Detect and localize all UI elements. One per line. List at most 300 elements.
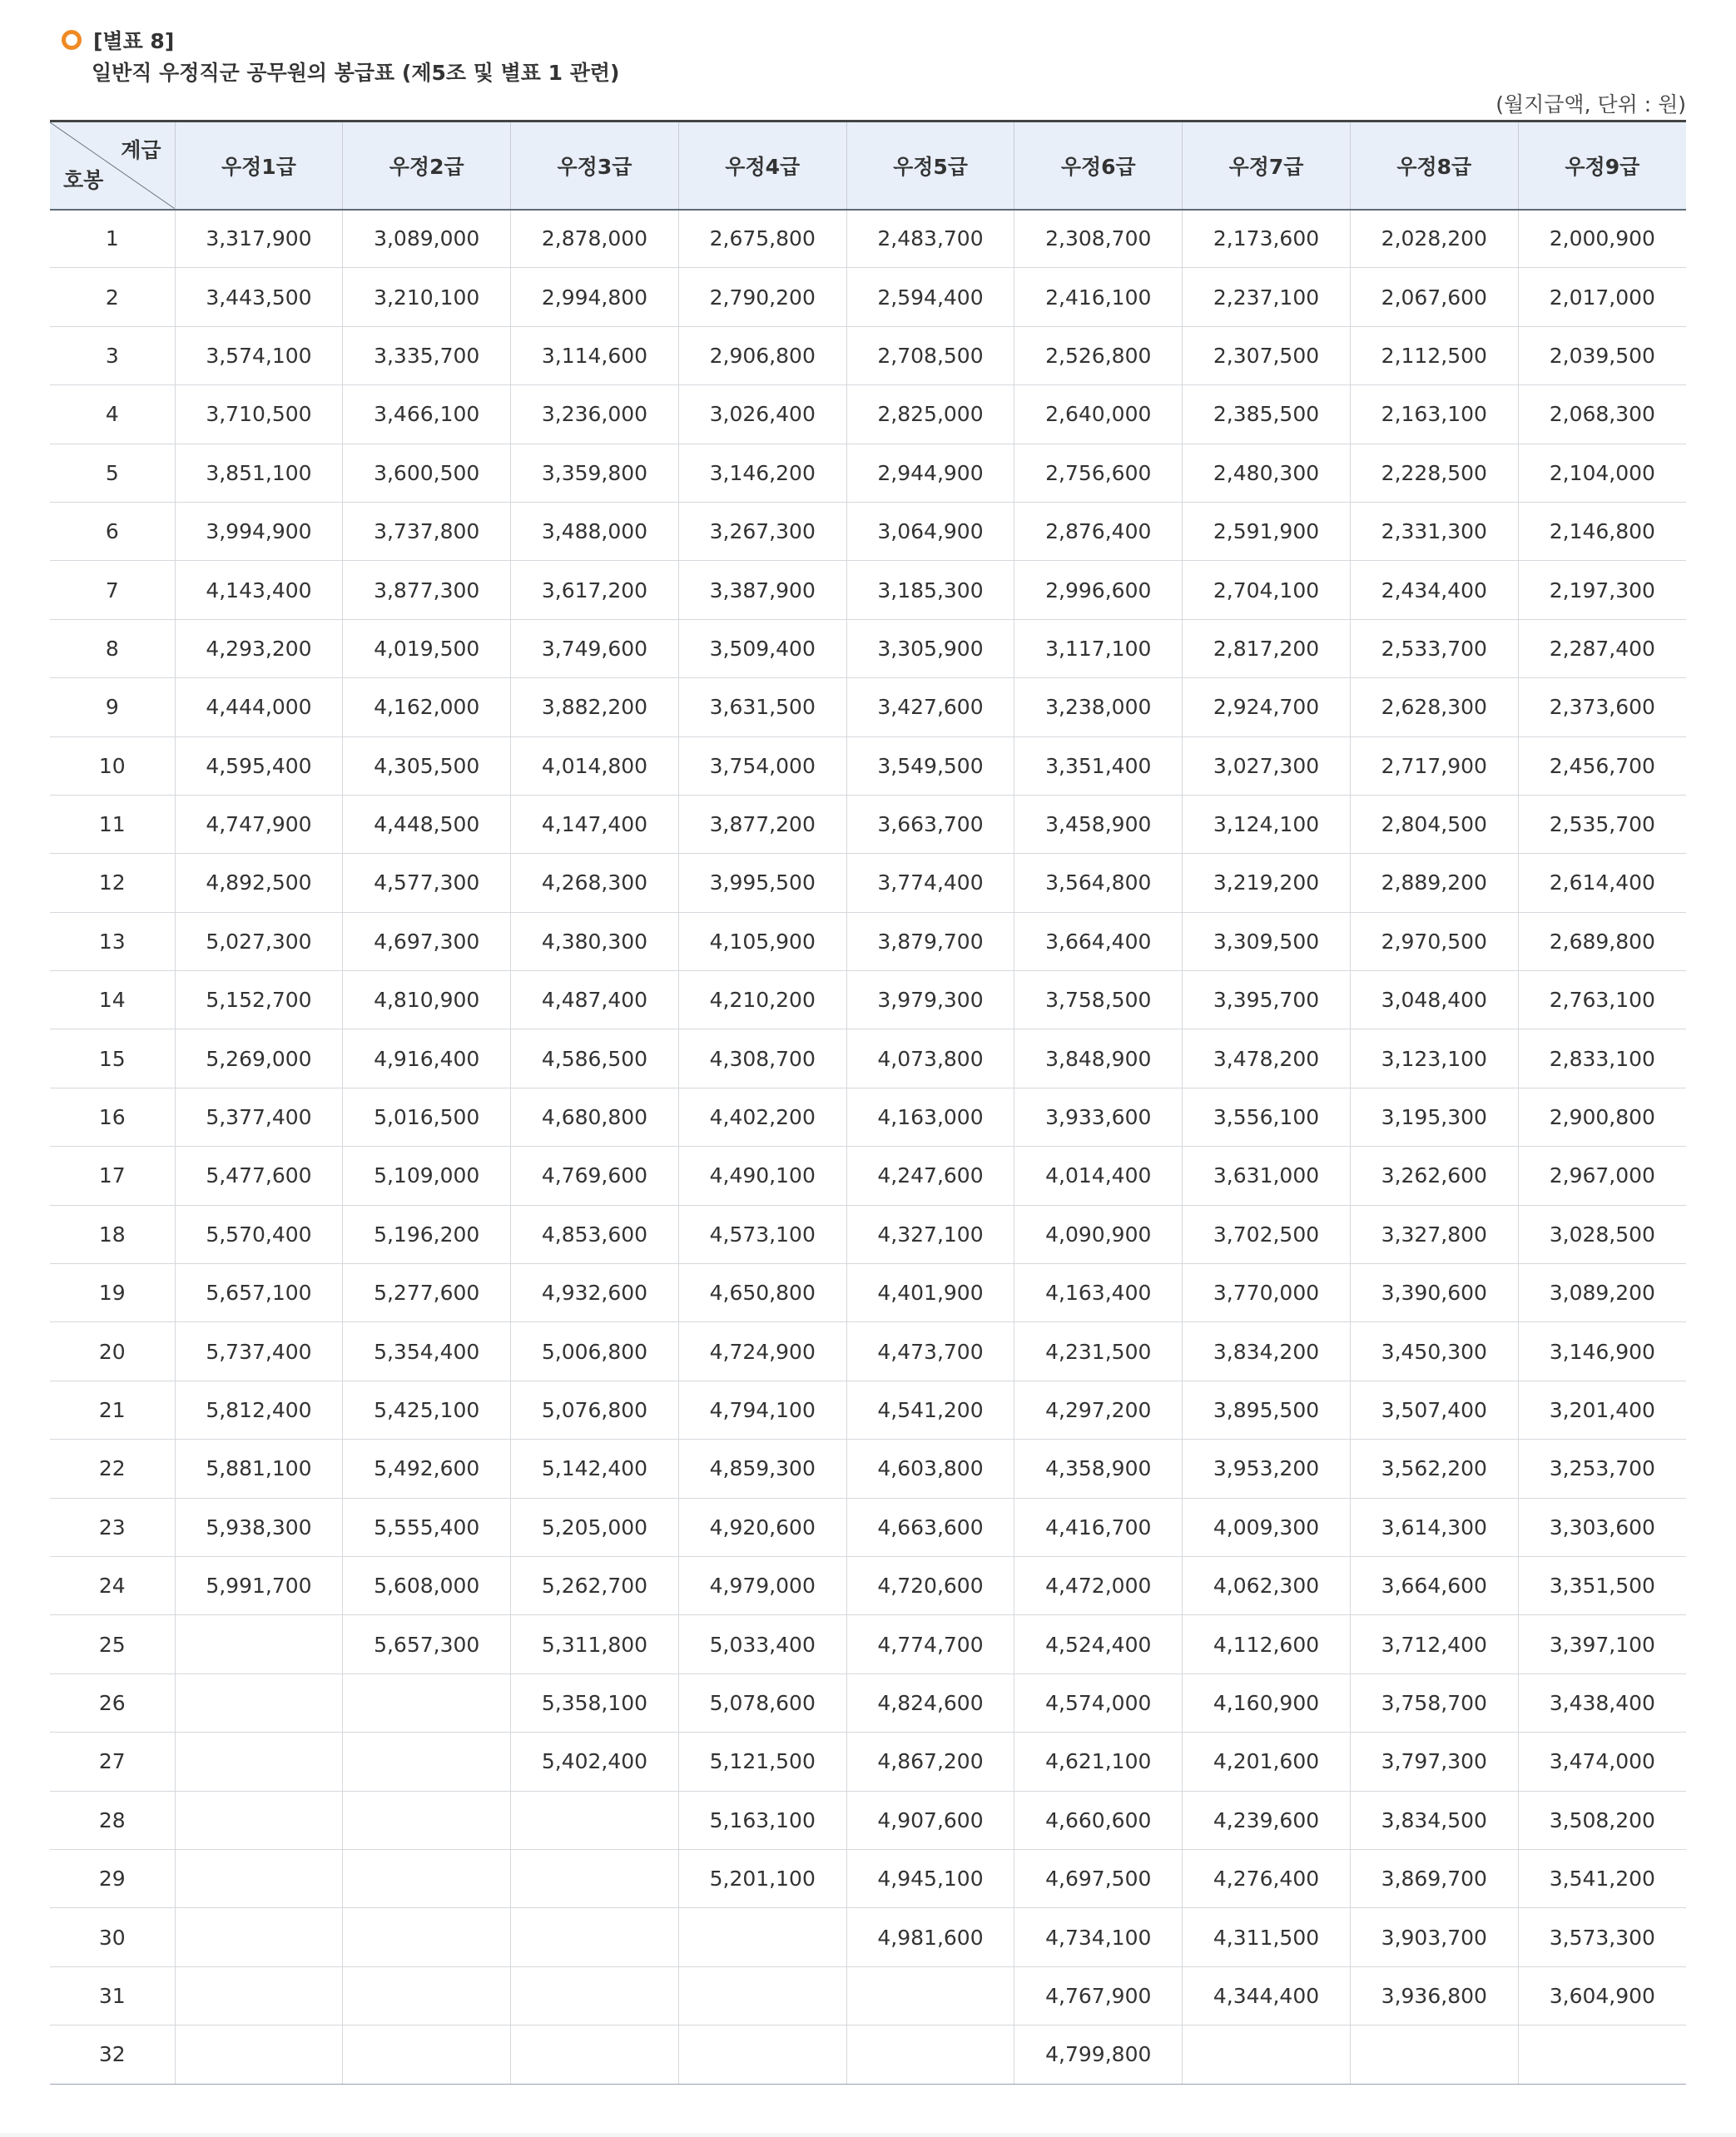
- step-label: 호봉: [63, 167, 104, 192]
- salary-cell: 4,344,400: [1183, 1966, 1351, 2025]
- step-cell: 16: [50, 1088, 175, 1146]
- step-cell: 25: [50, 1615, 175, 1673]
- table-row: [50, 854, 1686, 912]
- title-block: [63, 25, 619, 88]
- salary-cell: 4,892,500: [175, 854, 343, 912]
- salary-cell: 3,327,800: [1350, 1205, 1518, 1263]
- table-row: [50, 971, 1686, 1029]
- step-cell: 5: [50, 444, 175, 502]
- salary-cell: 3,508,200: [1518, 1791, 1686, 1849]
- salary-cell: 4,586,500: [511, 1029, 679, 1088]
- table-row: [50, 1849, 1686, 1907]
- salary-cell: 2,028,200: [1350, 210, 1518, 268]
- salary-cell: 3,877,300: [343, 561, 511, 619]
- salary-cell: 2,307,500: [1183, 326, 1351, 384]
- step-cell: 19: [50, 1264, 175, 1322]
- salary-cell: [175, 1673, 343, 1732]
- salary-cell: 3,305,900: [846, 619, 1014, 677]
- salary-cell: 3,604,900: [1518, 1966, 1686, 2025]
- salary-cell: 5,354,400: [343, 1322, 511, 1381]
- salary-cell: 3,309,500: [1183, 912, 1351, 970]
- salary-cell: 2,535,700: [1518, 795, 1686, 853]
- table-row: [50, 619, 1686, 677]
- salary-cell: 2,308,700: [1014, 210, 1183, 268]
- salary-cell: [1518, 2025, 1686, 2084]
- salary-cell: [511, 1966, 679, 2025]
- step-cell: 7: [50, 561, 175, 619]
- salary-cell: 4,907,600: [846, 1791, 1014, 1849]
- salary-cell: 4,160,900: [1183, 1673, 1351, 1732]
- salary-cell: 5,570,400: [175, 1205, 343, 1263]
- salary-cell: 4,945,100: [846, 1849, 1014, 1907]
- table-row: [50, 326, 1686, 384]
- table-row: [50, 678, 1686, 736]
- salary-cell: 4,472,000: [1014, 1556, 1183, 1614]
- step-cell: 27: [50, 1733, 175, 1791]
- salary-cell: 2,967,000: [1518, 1147, 1686, 1205]
- step-cell: 20: [50, 1322, 175, 1381]
- col-header: 우정7급: [1183, 121, 1351, 210]
- salary-cell: 2,994,800: [511, 268, 679, 326]
- salary-cell: [175, 2025, 343, 2084]
- salary-cell: 3,631,000: [1183, 1147, 1351, 1205]
- step-cell: 1: [50, 210, 175, 268]
- salary-cell: 2,614,400: [1518, 854, 1686, 912]
- salary-cell: 2,591,900: [1183, 502, 1351, 560]
- salary-cell: 3,395,700: [1183, 971, 1351, 1029]
- salary-cell: 4,769,600: [511, 1147, 679, 1205]
- salary-cell: 5,196,200: [343, 1205, 511, 1263]
- salary-cell: 5,737,400: [175, 1322, 343, 1381]
- salary-cell: 2,068,300: [1518, 385, 1686, 444]
- salary-cell: 4,810,900: [343, 971, 511, 1029]
- salary-cell: 5,201,100: [678, 1849, 846, 1907]
- salary-cell: 3,663,700: [846, 795, 1014, 853]
- salary-cell: 3,995,500: [678, 854, 846, 912]
- salary-cell: 2,825,000: [846, 385, 1014, 444]
- salary-cell: 2,763,100: [1518, 971, 1686, 1029]
- salary-cell: 3,267,300: [678, 502, 846, 560]
- salary-cell: 4,697,300: [343, 912, 511, 970]
- salary-cell: 2,900,800: [1518, 1088, 1686, 1146]
- salary-cell: 3,201,400: [1518, 1381, 1686, 1439]
- salary-cell: 3,146,900: [1518, 1322, 1686, 1381]
- salary-cell: 3,123,100: [1350, 1029, 1518, 1088]
- salary-cell: 2,385,500: [1183, 385, 1351, 444]
- salary-cell: 3,933,600: [1014, 1088, 1183, 1146]
- salary-cell: 4,268,300: [511, 854, 679, 912]
- salary-cell: 4,747,900: [175, 795, 343, 853]
- unit-note: (월지급액, 단위 : 원): [1495, 92, 1686, 117]
- salary-cell: 5,016,500: [343, 1088, 511, 1146]
- table-row: [50, 795, 1686, 853]
- step-cell: 31: [50, 1966, 175, 2025]
- step-cell: 18: [50, 1205, 175, 1263]
- salary-cell: 2,104,000: [1518, 444, 1686, 502]
- salary-cell: 3,114,600: [511, 326, 679, 384]
- salary-cell: 2,533,700: [1350, 619, 1518, 677]
- salary-cell: 5,358,100: [511, 1673, 679, 1732]
- salary-cell: 4,660,600: [1014, 1791, 1183, 1849]
- step-cell: 10: [50, 736, 175, 795]
- salary-cell: 4,720,600: [846, 1556, 1014, 1614]
- table-row: [50, 444, 1686, 502]
- salary-cell: 5,881,100: [175, 1440, 343, 1498]
- salary-cell: 5,109,000: [343, 1147, 511, 1205]
- salary-cell: [511, 1849, 679, 1907]
- salary-cell: 4,014,400: [1014, 1147, 1183, 1205]
- salary-cell: 3,600,500: [343, 444, 511, 502]
- step-cell: 15: [50, 1029, 175, 1088]
- salary-cell: 2,817,200: [1183, 619, 1351, 677]
- table-row: [50, 912, 1686, 970]
- salary-cell: 2,756,600: [1014, 444, 1183, 502]
- salary-cell: 2,906,800: [678, 326, 846, 384]
- salary-cell: 3,770,000: [1183, 1264, 1351, 1322]
- table-row: [50, 1029, 1686, 1088]
- salary-cell: 4,473,700: [846, 1322, 1014, 1381]
- salary-cell: 3,359,800: [511, 444, 679, 502]
- salary-cell: 4,524,400: [1014, 1615, 1183, 1673]
- salary-cell: [175, 1791, 343, 1849]
- salary-cell: 3,219,200: [1183, 854, 1351, 912]
- salary-cell: 3,834,500: [1350, 1791, 1518, 1849]
- salary-cell: 4,774,700: [846, 1615, 1014, 1673]
- salary-cell: 3,210,100: [343, 268, 511, 326]
- step-cell: 12: [50, 854, 175, 912]
- salary-cell: 4,019,500: [343, 619, 511, 677]
- grade-label: 계급: [121, 138, 161, 162]
- salary-cell: 2,146,800: [1518, 502, 1686, 560]
- salary-cell: 3,390,600: [1350, 1264, 1518, 1322]
- salary-cell: 4,014,800: [511, 736, 679, 795]
- salary-cell: [175, 1908, 343, 1966]
- salary-cell: [846, 1966, 1014, 2025]
- bullet-circle-icon: [62, 30, 82, 50]
- salary-cell: [343, 1673, 511, 1732]
- salary-cell: 4,062,300: [1183, 1556, 1351, 1614]
- salary-cell: 3,614,300: [1350, 1498, 1518, 1556]
- salary-cell: 2,628,300: [1350, 678, 1518, 736]
- salary-cell: 3,834,200: [1183, 1322, 1351, 1381]
- salary-cell: 5,269,000: [175, 1029, 343, 1088]
- salary-cell: 4,143,400: [175, 561, 343, 619]
- salary-cell: 4,650,800: [678, 1264, 846, 1322]
- table-row: [50, 1205, 1686, 1263]
- salary-cell: 4,916,400: [343, 1029, 511, 1088]
- table-row: [50, 1381, 1686, 1439]
- salary-cell: 4,327,100: [846, 1205, 1014, 1263]
- salary-cell: 4,276,400: [1183, 1849, 1351, 1907]
- salary-cell: 3,664,600: [1350, 1556, 1518, 1614]
- step-cell: 2: [50, 268, 175, 326]
- salary-cell: 3,936,800: [1350, 1966, 1518, 2025]
- salary-cell: 2,594,400: [846, 268, 1014, 326]
- salary-cell: 3,541,200: [1518, 1849, 1686, 1907]
- salary-cell: 2,924,700: [1183, 678, 1351, 736]
- salary-cell: 3,564,800: [1014, 854, 1183, 912]
- step-cell: 28: [50, 1791, 175, 1849]
- salary-cell: 4,794,100: [678, 1381, 846, 1439]
- header-row: [50, 121, 1686, 210]
- salary-cell: 4,932,600: [511, 1264, 679, 1322]
- salary-cell: 2,039,500: [1518, 326, 1686, 384]
- salary-cell: 2,017,000: [1518, 268, 1686, 326]
- step-cell: 9: [50, 678, 175, 736]
- salary-cell: 3,124,100: [1183, 795, 1351, 853]
- step-cell: 30: [50, 1908, 175, 1966]
- table-row: [50, 1322, 1686, 1381]
- salary-cell: 4,603,800: [846, 1440, 1014, 1498]
- salary-cell: 4,009,300: [1183, 1498, 1351, 1556]
- salary-cell: 4,308,700: [678, 1029, 846, 1088]
- step-cell: 14: [50, 971, 175, 1029]
- table-row: [50, 1908, 1686, 1966]
- salary-cell: 5,311,800: [511, 1615, 679, 1673]
- table-row: [50, 736, 1686, 795]
- step-cell: 22: [50, 1440, 175, 1498]
- salary-cell: 5,142,400: [511, 1440, 679, 1498]
- table-row: [50, 1440, 1686, 1498]
- salary-cell: [1350, 2025, 1518, 2084]
- salary-cell: 3,702,500: [1183, 1205, 1351, 1263]
- salary-cell: 4,574,000: [1014, 1673, 1183, 1732]
- col-header: 우정8급: [1350, 121, 1518, 210]
- salary-cell: 3,895,500: [1183, 1381, 1351, 1439]
- step-cell: 29: [50, 1849, 175, 1907]
- salary-cell: 3,117,100: [1014, 619, 1183, 677]
- col-header: 우정5급: [846, 121, 1014, 210]
- salary-cell: 5,076,800: [511, 1381, 679, 1439]
- salary-cell: 4,402,200: [678, 1088, 846, 1146]
- salary-cell: 3,262,600: [1350, 1147, 1518, 1205]
- salary-cell: [1183, 2025, 1351, 2084]
- salary-cell: 5,492,600: [343, 1440, 511, 1498]
- col-header: 우정9급: [1518, 121, 1686, 210]
- table-row: [50, 1615, 1686, 1673]
- salary-cell: 4,073,800: [846, 1029, 1014, 1088]
- table-row: [50, 1966, 1686, 2025]
- salary-cell: 2,526,800: [1014, 326, 1183, 384]
- salary-cell: 2,717,900: [1350, 736, 1518, 795]
- salary-cell: 3,712,400: [1350, 1615, 1518, 1673]
- table-row: [50, 1264, 1686, 1322]
- salary-cell: 4,981,600: [846, 1908, 1014, 1966]
- salary-cell: 4,799,800: [1014, 2025, 1183, 2084]
- salary-cell: 3,089,000: [343, 210, 511, 268]
- salary-cell: 3,064,900: [846, 502, 1014, 560]
- salary-cell: 5,377,400: [175, 1088, 343, 1146]
- table-row: [50, 1733, 1686, 1791]
- step-cell: 3: [50, 326, 175, 384]
- salary-cell: 5,555,400: [343, 1498, 511, 1556]
- salary-cell: 4,105,900: [678, 912, 846, 970]
- salary-cell: 4,163,000: [846, 1088, 1014, 1146]
- salary-cell: [343, 1849, 511, 1907]
- salary-cell: 4,401,900: [846, 1264, 1014, 1322]
- salary-cell: 2,373,600: [1518, 678, 1686, 736]
- salary-cell: 3,631,500: [678, 678, 846, 736]
- salary-cell: 3,848,900: [1014, 1029, 1183, 1088]
- salary-cell: 4,444,000: [175, 678, 343, 736]
- salary-cell: 3,478,200: [1183, 1029, 1351, 1088]
- table-row: [50, 2025, 1686, 2084]
- salary-cell: 4,621,100: [1014, 1733, 1183, 1791]
- salary-cell: 3,879,700: [846, 912, 1014, 970]
- salary-cell: 2,112,500: [1350, 326, 1518, 384]
- step-cell: 21: [50, 1381, 175, 1439]
- salary-cell: 3,397,100: [1518, 1615, 1686, 1673]
- salary-cell: 4,305,500: [343, 736, 511, 795]
- salary-cell: 3,556,100: [1183, 1088, 1351, 1146]
- salary-cell: 3,549,500: [846, 736, 1014, 795]
- salary-cell: 5,027,300: [175, 912, 343, 970]
- salary-cell: 2,689,800: [1518, 912, 1686, 970]
- salary-cell: [343, 1966, 511, 2025]
- salary-cell: 3,754,000: [678, 736, 846, 795]
- salary-cell: 2,996,600: [1014, 561, 1183, 619]
- salary-cell: 2,434,400: [1350, 561, 1518, 619]
- corner-header: [50, 121, 175, 210]
- salary-cell: 2,331,300: [1350, 502, 1518, 560]
- salary-cell: 4,541,200: [846, 1381, 1014, 1439]
- salary-cell: 3,303,600: [1518, 1498, 1686, 1556]
- salary-cell: 4,231,500: [1014, 1322, 1183, 1381]
- salary-cell: 3,869,700: [1350, 1849, 1518, 1907]
- salary-cell: 3,238,000: [1014, 678, 1183, 736]
- salary-cell: 2,287,400: [1518, 619, 1686, 677]
- salary-cell: 4,201,600: [1183, 1733, 1351, 1791]
- salary-cell: 4,297,200: [1014, 1381, 1183, 1439]
- salary-cell: [678, 1966, 846, 2025]
- salary-cell: 3,664,400: [1014, 912, 1183, 970]
- salary-cell: 3,994,900: [175, 502, 343, 560]
- salary-cell: 3,797,300: [1350, 1733, 1518, 1791]
- salary-cell: 4,247,600: [846, 1147, 1014, 1205]
- col-header: 우정6급: [1014, 121, 1183, 210]
- salary-cell: 3,443,500: [175, 268, 343, 326]
- salary-cell: 5,608,000: [343, 1556, 511, 1614]
- salary-cell: 2,480,300: [1183, 444, 1351, 502]
- salary-cell: 2,416,100: [1014, 268, 1183, 326]
- salary-cell: 4,724,900: [678, 1322, 846, 1381]
- col-header: 우정3급: [511, 121, 679, 210]
- salary-cell: 5,078,600: [678, 1673, 846, 1732]
- salary-cell: 4,697,500: [1014, 1849, 1183, 1907]
- salary-cell: [175, 1615, 343, 1673]
- salary-cell: 2,067,600: [1350, 268, 1518, 326]
- salary-cell: 4,573,100: [678, 1205, 846, 1263]
- salary-cell: 4,859,300: [678, 1440, 846, 1498]
- col-header: 우정4급: [678, 121, 846, 210]
- table-row: [50, 1791, 1686, 1849]
- salary-cell: 3,749,600: [511, 619, 679, 677]
- table-row: [50, 1088, 1686, 1146]
- salary-cell: 3,737,800: [343, 502, 511, 560]
- salary-cell: 5,205,000: [511, 1498, 679, 1556]
- salary-cell: 2,228,500: [1350, 444, 1518, 502]
- salary-cell: 3,351,500: [1518, 1556, 1686, 1614]
- salary-cell: [175, 1966, 343, 2025]
- salary-cell: 5,262,700: [511, 1556, 679, 1614]
- salary-cell: 4,734,100: [1014, 1908, 1183, 1966]
- salary-cell: 3,466,100: [343, 385, 511, 444]
- salary-cell: 4,853,600: [511, 1205, 679, 1263]
- salary-cell: 3,458,900: [1014, 795, 1183, 853]
- salary-cell: 2,237,100: [1183, 268, 1351, 326]
- salary-cell: 3,048,400: [1350, 971, 1518, 1029]
- salary-cell: 3,027,300: [1183, 736, 1351, 795]
- salary-cell: 3,562,200: [1350, 1440, 1518, 1498]
- salary-cell: [343, 1908, 511, 1966]
- salary-cell: 2,889,200: [1350, 854, 1518, 912]
- table-row: [50, 1498, 1686, 1556]
- salary-cell: 3,617,200: [511, 561, 679, 619]
- salary-cell: 3,438,400: [1518, 1673, 1686, 1732]
- salary-cell: 5,163,100: [678, 1791, 846, 1849]
- salary-table: [50, 120, 1686, 2085]
- salary-cell: 3,317,900: [175, 210, 343, 268]
- salary-cell: 4,577,300: [343, 854, 511, 912]
- salary-cell: 4,979,000: [678, 1556, 846, 1614]
- salary-cell: 3,028,500: [1518, 1205, 1686, 1263]
- salary-cell: 5,477,600: [175, 1147, 343, 1205]
- page-title: 일반직 우정직군 공무원의 봉급표 (제5조 및 별표 1 관련): [92, 61, 620, 85]
- salary-cell: 5,277,600: [343, 1264, 511, 1322]
- salary-cell: [678, 2025, 846, 2084]
- salary-cell: 2,675,800: [678, 210, 846, 268]
- salary-cell: 2,833,100: [1518, 1029, 1686, 1088]
- salary-cell: 3,335,700: [343, 326, 511, 384]
- salary-cell: 5,938,300: [175, 1498, 343, 1556]
- salary-cell: 3,574,100: [175, 326, 343, 384]
- step-cell: 6: [50, 502, 175, 560]
- salary-cell: 4,867,200: [846, 1733, 1014, 1791]
- salary-cell: [511, 2025, 679, 2084]
- salary-cell: 4,416,700: [1014, 1498, 1183, 1556]
- salary-cell: 5,657,300: [343, 1615, 511, 1673]
- salary-cell: 3,710,500: [175, 385, 343, 444]
- salary-cell: 3,903,700: [1350, 1908, 1518, 1966]
- salary-cell: 3,351,400: [1014, 736, 1183, 795]
- table-row: [50, 502, 1686, 560]
- salary-cell: 2,970,500: [1350, 912, 1518, 970]
- salary-cell: 5,006,800: [511, 1322, 679, 1381]
- step-cell: 8: [50, 619, 175, 677]
- salary-cell: 3,236,000: [511, 385, 679, 444]
- salary-cell: 4,147,400: [511, 795, 679, 853]
- salary-cell: 4,380,300: [511, 912, 679, 970]
- table-row: [50, 268, 1686, 326]
- salary-cell: 2,804,500: [1350, 795, 1518, 853]
- salary-cell: 2,708,500: [846, 326, 1014, 384]
- salary-cell: 4,293,200: [175, 619, 343, 677]
- salary-cell: 4,090,900: [1014, 1205, 1183, 1263]
- salary-cell: [678, 1908, 846, 1966]
- salary-cell: 5,425,100: [343, 1381, 511, 1439]
- step-cell: 4: [50, 385, 175, 444]
- salary-cell: 4,311,500: [1183, 1908, 1351, 1966]
- salary-cell: 5,033,400: [678, 1615, 846, 1673]
- salary-cell: 3,427,600: [846, 678, 1014, 736]
- salary-cell: 2,640,000: [1014, 385, 1183, 444]
- step-cell: 17: [50, 1147, 175, 1205]
- salary-cell: 3,851,100: [175, 444, 343, 502]
- salary-cell: 3,450,300: [1350, 1322, 1518, 1381]
- salary-cell: 4,210,200: [678, 971, 846, 1029]
- salary-cell: 3,509,400: [678, 619, 846, 677]
- col-header: 우정1급: [175, 121, 343, 210]
